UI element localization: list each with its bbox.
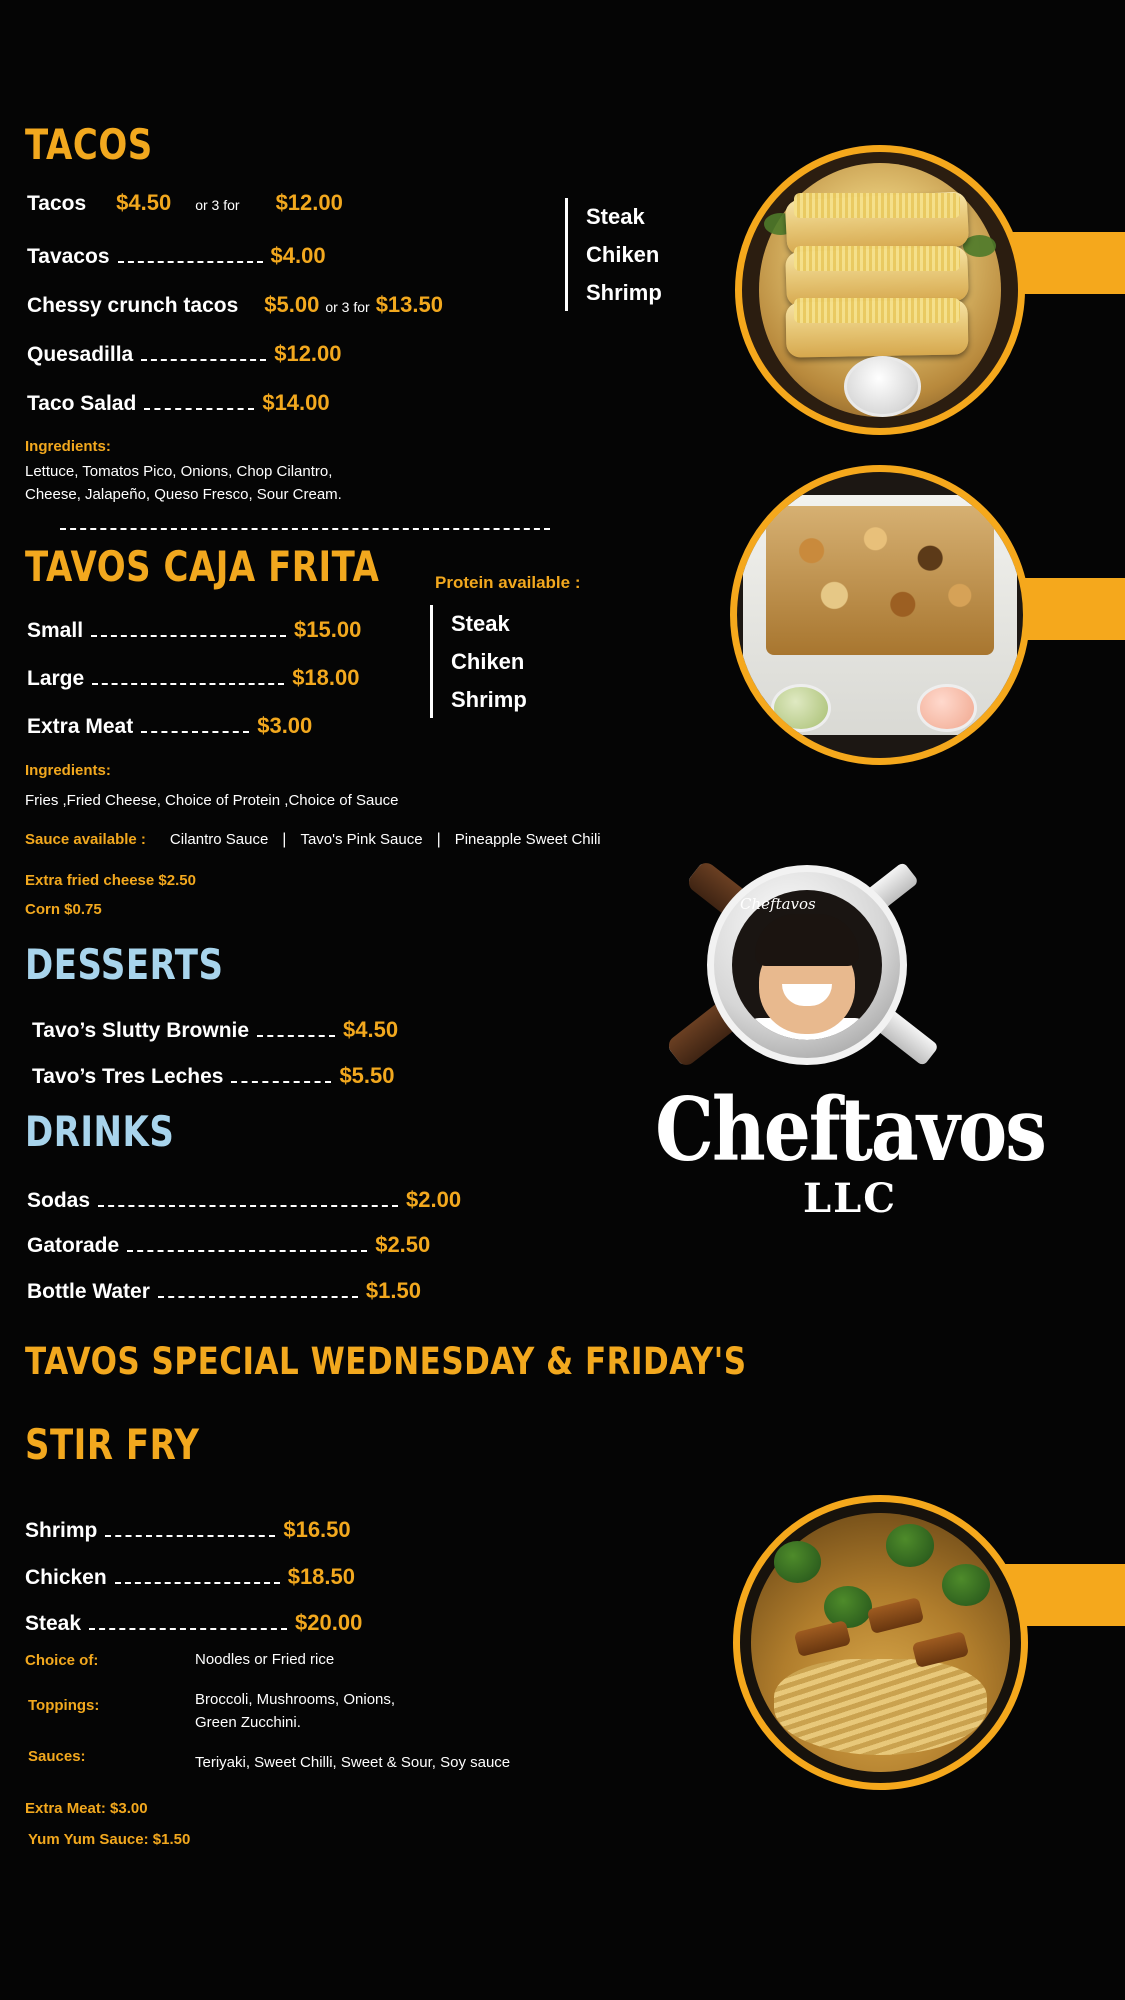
item-name: Chicken — [25, 1566, 107, 1589]
item-price-bulk: $12.00 — [275, 190, 343, 215]
sauce-option-1: Cilantro Sauce — [169, 831, 269, 848]
item-name: Large — [27, 667, 85, 690]
menu-row-stirfry-chicken — [25, 1564, 455, 1590]
menu-row-sodas — [27, 1187, 527, 1213]
menu-row-stirfry-steak — [25, 1610, 455, 1636]
item-price: $15.00 — [294, 617, 362, 642]
item-name: Sodas — [27, 1189, 91, 1212]
item-name: Small — [27, 619, 84, 642]
section-heading-desserts: DESSERTS — [25, 941, 224, 990]
caja-protein-title: Protein available : — [435, 573, 581, 592]
tacos-ingredients-label: Ingredients: — [25, 438, 111, 455]
item-name: Tavacos — [27, 245, 110, 268]
sauce-label: Sauce available : — [25, 831, 146, 848]
protein-steak: Steak — [451, 611, 510, 636]
item-price: $2.50 — [375, 1232, 431, 1257]
menu-row-cheesy-crunch-tacos — [27, 292, 567, 318]
sauce-option-3: Pineapple Sweet Chili — [454, 831, 601, 848]
menu-row-caja-large — [27, 665, 457, 691]
item-name: Shrimp — [25, 1519, 98, 1542]
item-name: Gatorade — [27, 1234, 120, 1257]
item-price: $18.50 — [287, 1564, 355, 1589]
item-name: Tavo’s Tres Leches — [32, 1065, 224, 1088]
stirfry-toppings-line1: Broccoli, Mushrooms, Onions, — [195, 1691, 396, 1708]
tacos-ingredients-line1: Lettuce, Tomatos Pico, Onions, Chop Cilantro, — [25, 463, 333, 480]
item-name: Steak — [25, 1612, 82, 1635]
menu-row-quesadilla — [27, 341, 457, 367]
menu-row-taco-salad — [27, 390, 457, 416]
caja-corn: Corn $0.75 — [25, 901, 102, 918]
item-price: $3.00 — [257, 713, 313, 738]
item-note: or 3 for — [325, 299, 370, 315]
section-heading-caja-frita: TAVOS CAJA FRITA — [25, 543, 380, 592]
stirfry-yum-yum-sauce: Yum Yum Sauce: $1.50 — [28, 1831, 191, 1848]
stirfry-toppings-label: Toppings: — [28, 1697, 100, 1714]
sauce-option-2: Tavo's Pink Sauce — [300, 831, 423, 848]
menu-row-tres-leches — [32, 1063, 532, 1089]
caja-protein-list — [430, 605, 527, 718]
item-price-bulk: $13.50 — [375, 292, 443, 317]
item-price: $18.00 — [292, 665, 360, 690]
item-price: $16.50 — [283, 1517, 351, 1542]
stirfry-choice-text: Noodles or Fried rice — [195, 1651, 335, 1668]
tacos-protein-list — [565, 198, 662, 311]
photo-caja-frita — [730, 465, 1030, 765]
item-price: $5.00 — [264, 292, 320, 317]
brand-name: Cheftavos — [655, 1080, 1045, 1182]
stirfry-choice-label: Choice of: — [25, 1652, 99, 1669]
item-price: $20.00 — [295, 1610, 363, 1635]
item-note: or 3 for — [195, 197, 240, 213]
menu-row-tavacos — [27, 243, 457, 269]
section-divider — [60, 528, 550, 530]
logo-script-text: Cheftavos — [740, 895, 816, 913]
caja-ingredients-label: Ingredients: — [25, 762, 111, 779]
menu-row-caja-extra-meat — [27, 713, 457, 739]
caja-sauce-row: Sauce available : Cilantro Sauce | Tavo's Pink Sauce | Pineapple Sweet Chili — [25, 830, 601, 850]
section-subheading-stir-fry: STIR FRY — [25, 1421, 200, 1470]
section-heading-drinks: DRINKS — [25, 1108, 175, 1157]
section-heading-tacos: TACOS — [25, 121, 153, 170]
item-price: $4.50 — [343, 1017, 399, 1042]
stirfry-sauces-label: Sauces: — [28, 1748, 86, 1765]
item-price: $12.00 — [274, 341, 342, 366]
caja-ingredients-text: Fries ,Fried Cheese, Choice of Protein ,Choice of Sauce — [25, 792, 399, 809]
item-price: $1.50 — [365, 1278, 421, 1303]
caja-extra-fried-cheese: Extra fried cheese $2.50 — [25, 872, 196, 889]
brand-suffix: LLC — [802, 1175, 898, 1222]
menu-row-tacos — [27, 190, 457, 216]
menu-row-gatorade — [27, 1232, 527, 1258]
protein-steak: Steak — [586, 204, 645, 229]
photo-tacos — [735, 145, 1025, 435]
photo-stir-fry — [733, 1495, 1028, 1790]
stirfry-toppings-line2: Green Zucchini. — [195, 1714, 301, 1731]
item-price: $14.00 — [262, 390, 330, 415]
protein-chicken: Chiken — [451, 648, 525, 674]
protein-shrimp: Shrimp — [586, 279, 662, 305]
menu-row-caja-small — [27, 617, 457, 643]
section-heading-special: TAVOS SPECIAL WEDNESDAY & FRIDAY'S — [25, 1340, 747, 1384]
item-price: $5.50 — [339, 1063, 395, 1088]
item-price: $4.50 — [116, 190, 172, 215]
item-name: Extra Meat — [27, 715, 134, 738]
item-name: Taco Salad — [27, 392, 137, 415]
stirfry-sauces-text: Teriyaki, Sweet Chilli, Sweet & Sour, Soy sauce — [195, 1754, 511, 1771]
item-name: Chessy crunch tacos — [27, 294, 239, 317]
item-name: Bottle Water — [27, 1280, 150, 1303]
item-price: $4.00 — [270, 243, 326, 268]
protein-chicken: Chiken — [586, 241, 660, 267]
tacos-ingredients-line2: Cheese, Jalapeño, Queso Fresco, Sour Cream. — [25, 486, 342, 503]
protein-shrimp: Shrimp — [451, 686, 527, 712]
menu-row-bottle-water — [27, 1278, 527, 1304]
menu-row-slutty-brownie — [32, 1017, 532, 1043]
item-price: $2.00 — [406, 1187, 462, 1212]
item-name: Tavo’s Slutty Brownie — [32, 1019, 250, 1042]
menu-row-stirfry-shrimp — [25, 1517, 455, 1543]
item-name: Tacos — [27, 192, 87, 215]
brand-logo — [615, 855, 1085, 1245]
stirfry-extra-meat: Extra Meat: $3.00 — [25, 1800, 148, 1817]
item-name: Quesadilla — [27, 343, 134, 366]
